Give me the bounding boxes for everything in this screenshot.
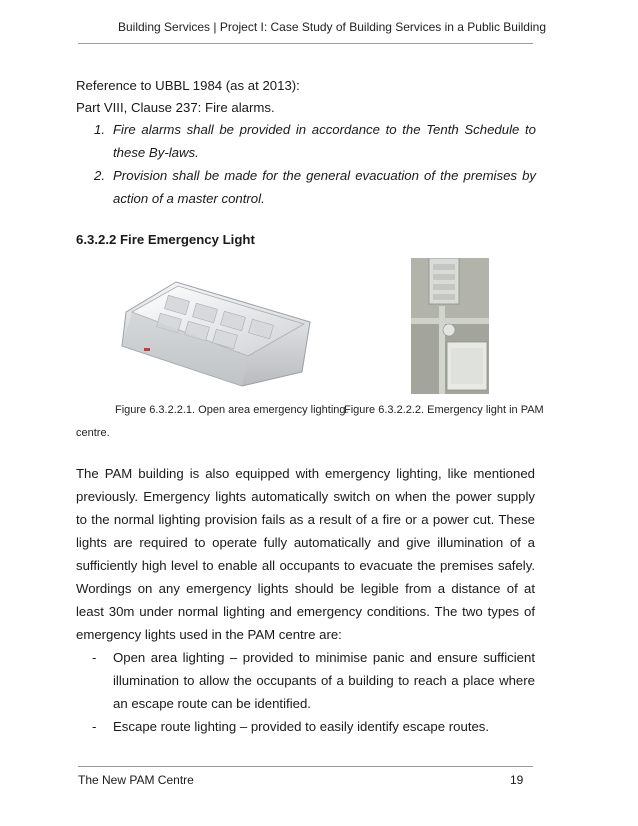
list-item	[76, 715, 535, 738]
section-heading: 6.3.2.2 Fire Emergency Light	[76, 232, 255, 247]
list-item-text: Open area lighting – provided to minimise panic and ensure sufficient illumination to allow the occupants of a building to reach a place where an escape route can be identified.	[113, 650, 535, 711]
footer-title: The New PAM Centre	[78, 773, 194, 787]
figure-caption-2-continued: centre.	[76, 427, 110, 439]
page-number: 19	[510, 773, 524, 787]
clause-text: Fire alarms shall be provided in accordance to the Tenth Schedule to these By-laws.	[113, 122, 536, 160]
list-item	[76, 646, 535, 715]
list-dash: -	[92, 719, 97, 734]
running-header: Building Services | Project I: Case Study of Building Services in a Public Building	[118, 20, 546, 34]
header-rule	[78, 43, 533, 44]
reference-clause: Part VIII, Clause 237: Fire alarms.	[76, 100, 275, 115]
emergency-light-types-list	[76, 646, 535, 738]
list-dash: -	[92, 650, 97, 665]
clause-item	[76, 164, 536, 210]
figure-caption-2: Figure 6.3.2.2.2. Emergency light in PAM	[344, 404, 544, 416]
figure-caption-1: Figure 6.3.2.2.1. Open area emergency lighting.	[115, 404, 349, 416]
reference-title: Reference to UBBL 1984 (as at 2013):	[76, 78, 300, 93]
clause-number: 2.	[94, 168, 105, 183]
body-paragraph: The PAM building is also equipped with emergency lighting, like mentioned previously. Emergency lights automatically switch on when the power supply to the normal lighting provision fails as a result of a fire or a power cut. These lights are required to operate fully automatically and give illumination of a sufficiently high level to enable all occupants to evacuate the premises safely. Wordings on any emergency lights should be legible from a distance of at least 30m under normal lighting and emergency conditions. The two types of emergency lights used in the PAM centre are:	[76, 466, 535, 642]
list-item-text: Escape route lighting – provided to easily identify escape routes.	[113, 719, 490, 734]
clause-number: 1.	[94, 122, 105, 137]
clause-item	[76, 118, 536, 164]
open-area-emergency-light-image	[118, 274, 314, 388]
emergency-light-in-pam-image	[411, 258, 489, 394]
footer-rule	[78, 766, 533, 767]
clause-text: Provision shall be made for the general evacuation of the premises by action of a master control.	[113, 168, 536, 206]
clause-list	[76, 118, 536, 210]
